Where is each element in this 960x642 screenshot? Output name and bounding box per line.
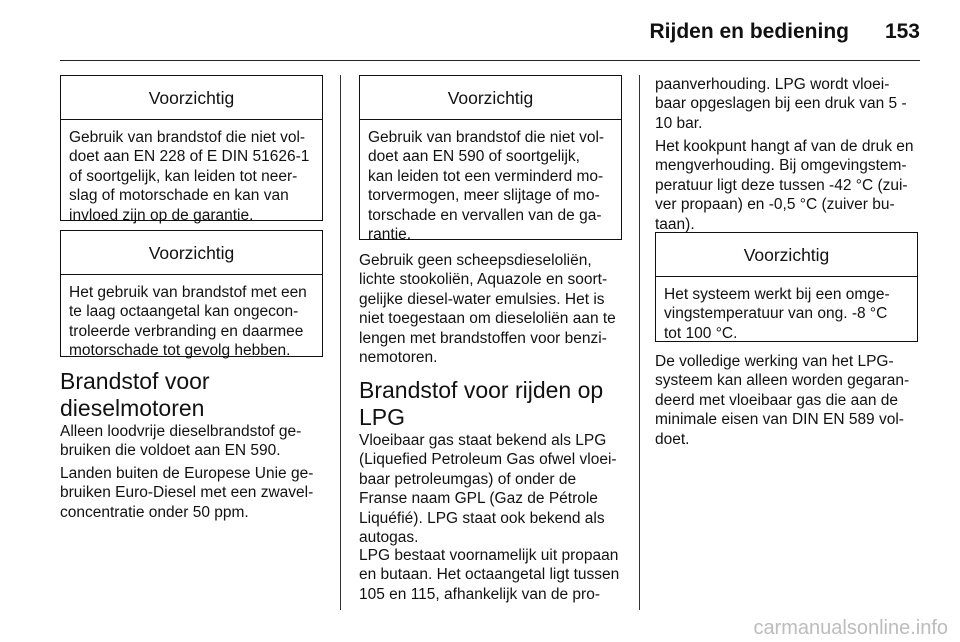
- text-line: autogas.: [359, 529, 419, 547]
- text-line: niet toegestaan om dieseloliën aan te: [359, 310, 616, 328]
- text-line: torschade en vervallen van de ga-: [368, 206, 602, 224]
- text-line: deerd met vloeibaar gas die aan de: [655, 391, 898, 409]
- text-line: LPG bestaat voornamelijk uit propaan: [359, 547, 619, 564]
- watermark: carmanualsonline.info: [753, 617, 948, 639]
- caution-box-title: Voorzichtig: [61, 76, 322, 120]
- paragraph-boiling-point: [655, 137, 914, 234]
- text-line: Landen buiten de Europese Unie ge-: [60, 465, 314, 482]
- text-line: concentratie onder 50 ppm.: [60, 503, 249, 521]
- column-divider-2: [639, 75, 640, 610]
- text-line: Franse naam GPL (Gaz de Pétrole: [359, 490, 598, 508]
- text-line: rantie.: [368, 226, 412, 244]
- caution-box-temperature: [655, 232, 918, 342]
- text-line: 10 bar.: [655, 114, 703, 132]
- paragraph-lpg-composition: [359, 546, 619, 604]
- text-line: en butaan. Het octaangetal ligt tussen: [359, 566, 620, 584]
- header-rule: [60, 60, 920, 61]
- text-line: gelijke diesel-water emulsies. Het is: [359, 290, 605, 308]
- text-line: bruiken Euro-Diesel met een zwavel-: [60, 484, 314, 502]
- caution-box-title: Voorzichtig: [656, 233, 917, 277]
- text-line: lichte stookoliën, Aquazole en soort-: [359, 271, 608, 289]
- text-line: te laag octaangetal kan ongecon-: [69, 303, 299, 321]
- text-line: kan leiden tot een verminderd mo-: [368, 167, 604, 185]
- heading-line: Brandstof voor: [60, 368, 210, 394]
- text-line: Het gebruik van brandstof met een: [69, 284, 307, 301]
- text-line: Het systeem werkt bij een omge-: [664, 286, 890, 303]
- caution-box-text: [61, 120, 322, 225]
- text-line: tot 100 °C.: [664, 324, 738, 342]
- text-line: motorschade tot gevolg hebben.: [69, 342, 291, 360]
- section-heading-diesel: [60, 368, 210, 422]
- text-line: Het kookpunt hangt af van de druk en: [655, 138, 914, 155]
- caution-box-text: [360, 120, 621, 244]
- text-line: mengverhouding. Bij omgevingstem-: [655, 157, 907, 175]
- paragraph-no-marine-diesel: [359, 251, 616, 367]
- caution-box-fuel-en228: [60, 75, 323, 224]
- text-line: Gebruik geen scheepsdieseloliën,: [359, 252, 592, 269]
- text-line: slag of motorschade en kan van: [69, 187, 289, 205]
- text-line: ver propaan) en -0,5 °C (zuiver bu-: [655, 196, 895, 214]
- paragraph-diesel-en590: [60, 422, 301, 461]
- caution-box-text: [656, 277, 917, 343]
- text-line: Liquéfié). LPG staat ook bekend als: [359, 509, 605, 527]
- text-line: peratuur ligt deze tussen -42 °C (zui-: [655, 176, 908, 194]
- text-line: paanverhouding. LPG wordt vloei-: [655, 76, 890, 93]
- paragraph-lpg-system-operation: [655, 352, 909, 449]
- paragraph-lpg-pressure: [655, 75, 907, 133]
- text-line: vingstemperatuur van ong. -8 °C: [664, 305, 888, 323]
- running-header-title: Rijden en bediening: [649, 20, 849, 43]
- text-line: doet aan EN 590 of soortgelijk,: [368, 148, 580, 166]
- caution-box-text: [61, 275, 322, 361]
- text-line: troleerde verbranding en daarmee: [69, 322, 304, 340]
- text-line: torvermogen, meer slijtage of mo-: [368, 187, 600, 205]
- text-line: Alleen loodvrije dieselbrandstof ge-: [60, 423, 302, 440]
- text-line: bruiken die voldoet aan EN 590.: [60, 442, 281, 460]
- text-line: baar opgeslagen bij een druk van 5 -: [655, 95, 907, 113]
- text-line: taan).: [655, 215, 695, 233]
- text-line: (Liquefied Petroleum Gas ofwel vloei-: [359, 451, 617, 469]
- text-line: of soortgelijk, kan leiden tot neer-: [69, 167, 298, 185]
- caution-box-title: Voorzichtig: [61, 231, 322, 275]
- paragraph-lpg-definition: [359, 431, 617, 547]
- column-divider-1: [340, 75, 341, 610]
- text-line: doet aan EN 228 of E DIN 51626-1: [69, 148, 310, 166]
- text-line: doet.: [655, 430, 690, 448]
- caution-box-fuel-en590: [359, 75, 622, 244]
- text-line: Gebruik van brandstof die niet vol-: [69, 129, 306, 146]
- heading-line: LPG: [359, 404, 406, 430]
- text-line: minimale eisen van DIN EN 589 vol-: [655, 411, 904, 429]
- text-line: systeem kan alleen worden gegaran-: [655, 372, 910, 390]
- heading-line: Brandstof voor rijden op: [359, 377, 604, 403]
- text-line: baar petroleumgas) of onder de: [359, 470, 577, 488]
- text-line: invloed zijn op de garantie.: [69, 206, 254, 224]
- page-number: 153: [884, 20, 920, 43]
- text-line: nemotoren.: [359, 349, 438, 367]
- text-line: Gebruik van brandstof die niet vol-: [368, 129, 605, 146]
- paragraph-euro-diesel: [60, 464, 313, 522]
- text-line: Vloeibaar gas staat bekend als LPG: [359, 432, 607, 449]
- text-line: lengen met brandstoffen voor benzi-: [359, 329, 607, 347]
- text-line: 105 en 115, afhankelijk van de pro-: [359, 585, 600, 603]
- caution-box-octane: [60, 230, 323, 360]
- text-line: De volledige werking van het LPG-: [655, 353, 894, 370]
- section-heading-lpg: [359, 377, 603, 431]
- caution-box-title: Voorzichtig: [360, 76, 621, 120]
- page-header: [0, 0, 960, 60]
- heading-line: dieselmotoren: [60, 395, 205, 421]
